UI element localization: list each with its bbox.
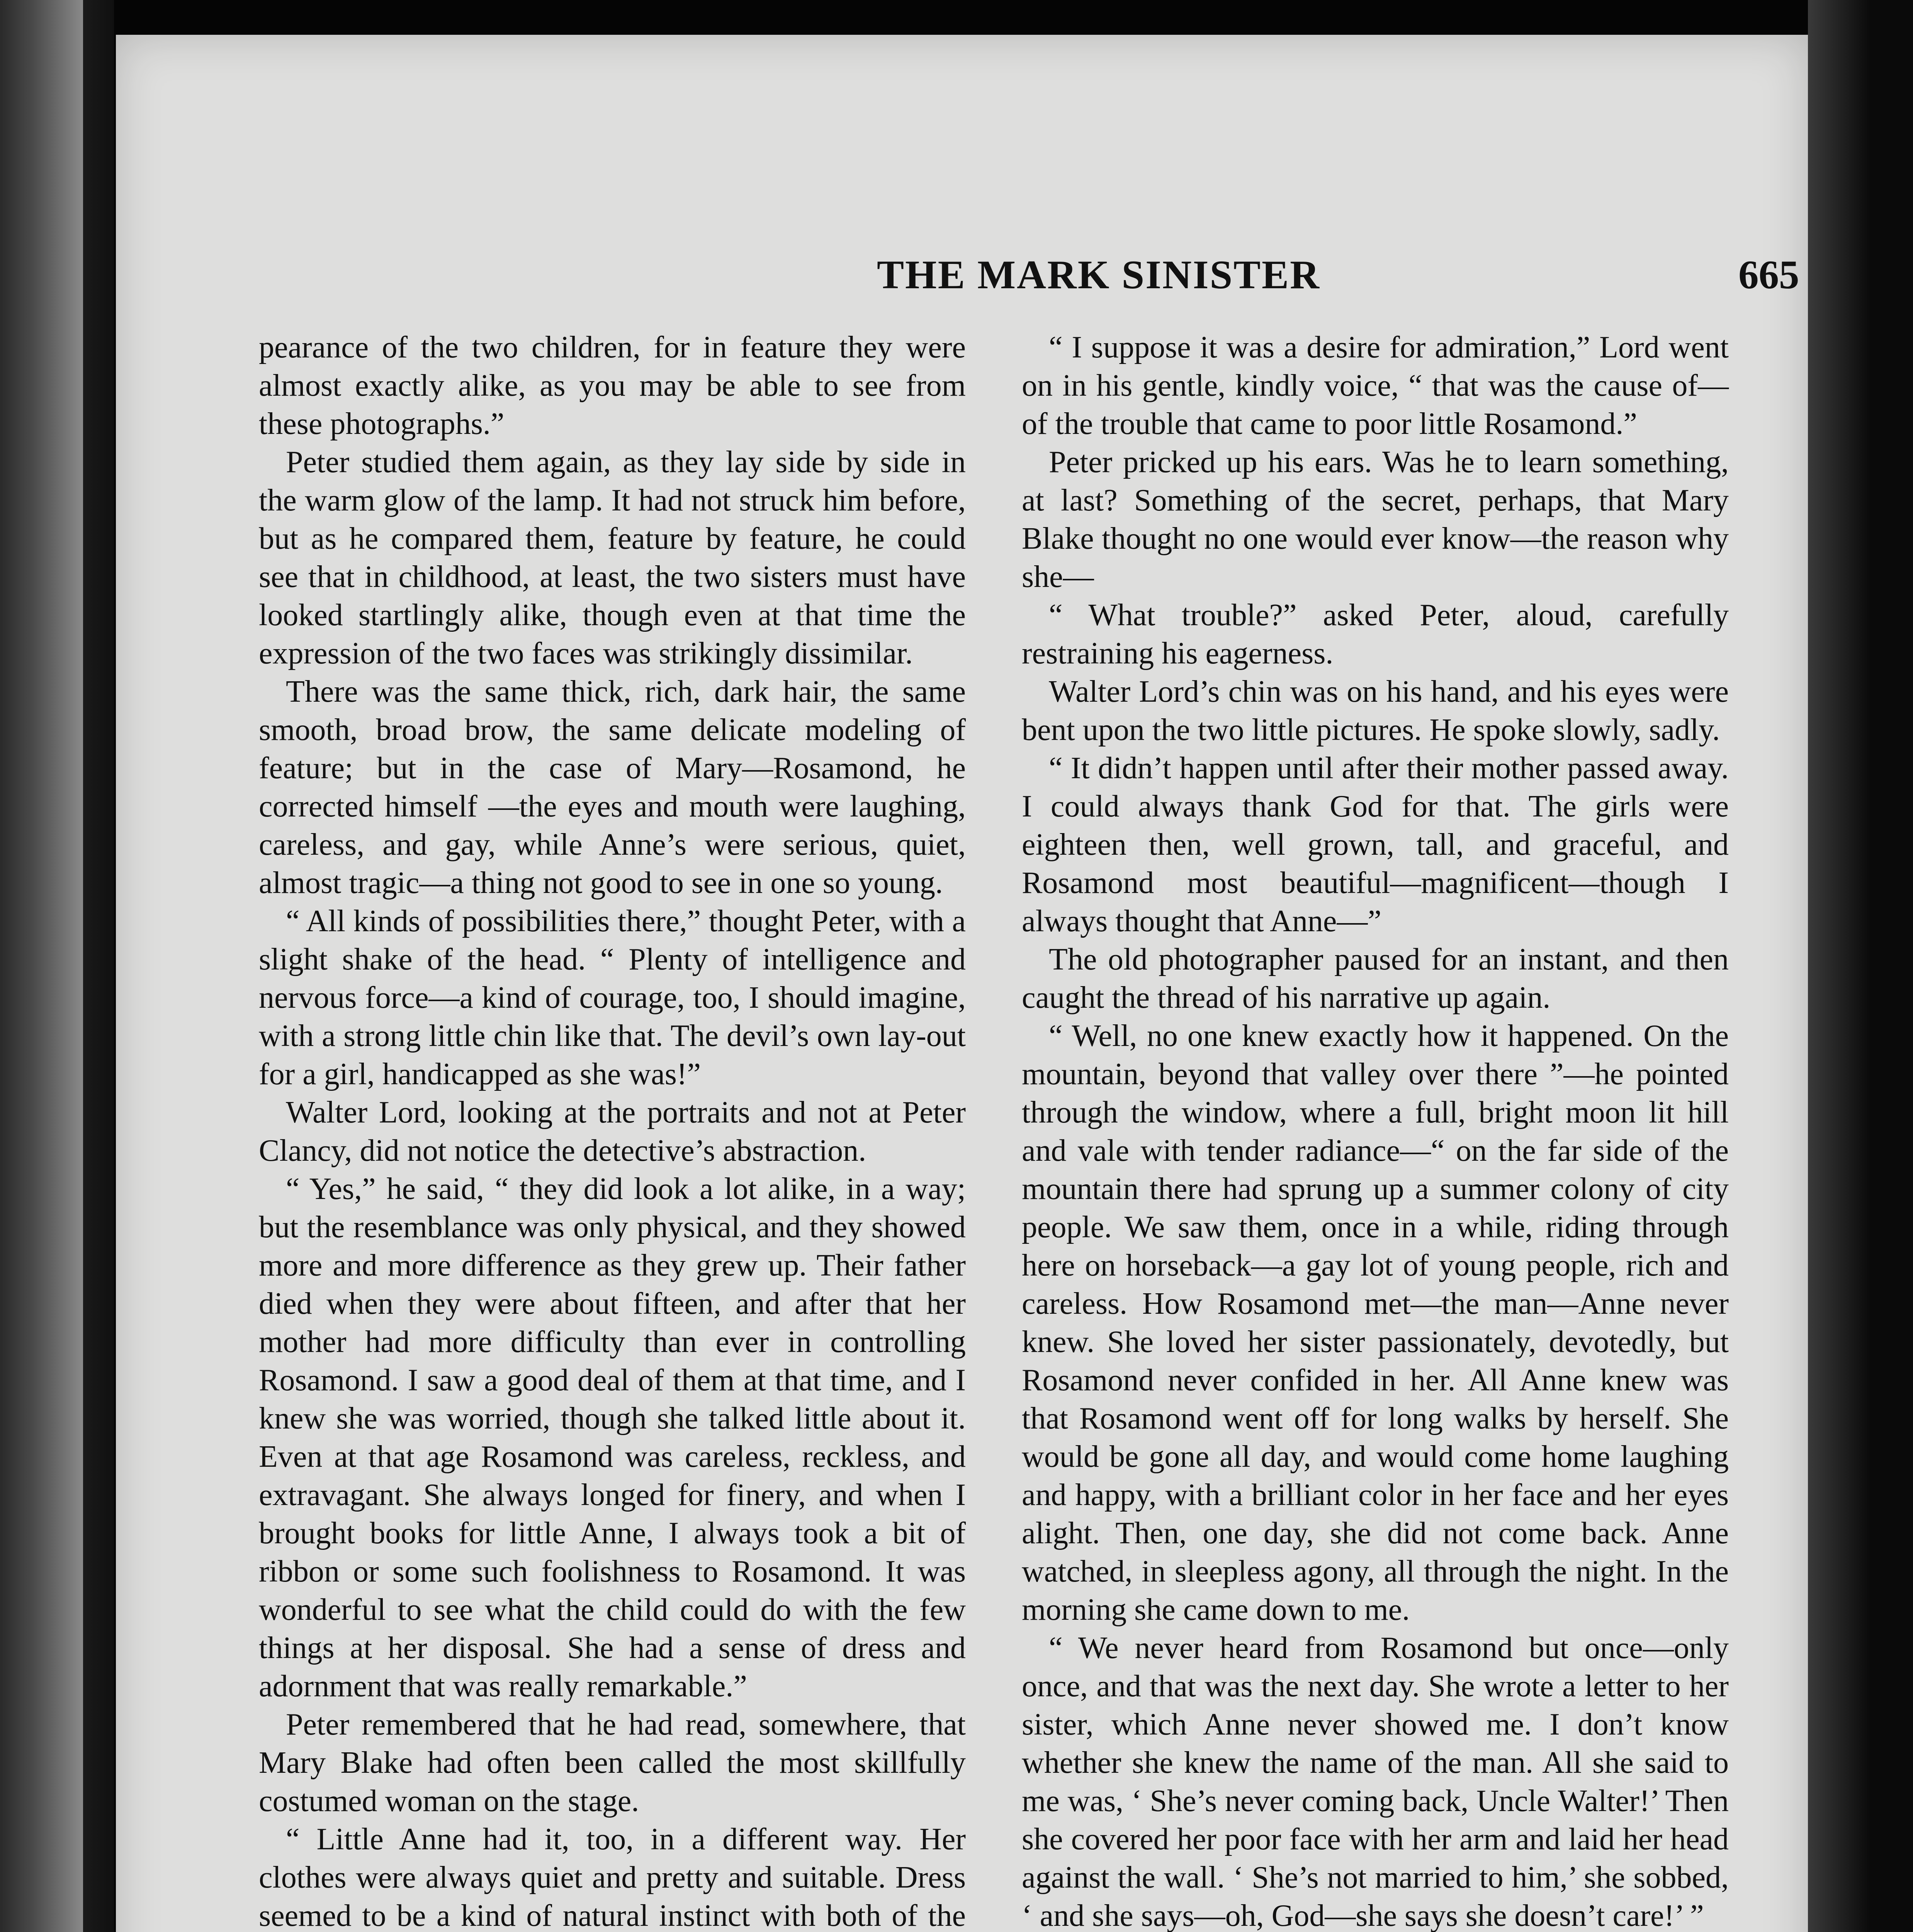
paragraph: “ Little Anne had it, too, in a different way. Her clothes were always quiet and pretty and suitable. Dress seemed to be a kind of natural instinct with both of the	[259, 1822, 966, 1932]
paragraph: Peter studied them again, as they lay side by side in the warm glow of the lamp. It had not struck him before, but as he compared them, feature by feature, he could see that in childhood, at least, the two sisters must have looked startlingly alike, though even at that time the expression of the two faces was strikingly dissimilar.	[259, 445, 966, 670]
book-gutter	[83, 0, 114, 1932]
paragraph: Peter remembered that he had read, somewhere, that Mary Blake had often been called the most skillfully costumed woman on the stage.	[259, 1708, 966, 1818]
paragraph: “ I suppose it was a desire for admiration,” Lord went on in his gentle, kindly voice, “ that was the cause of—of the trouble that came to poor little Rosamond.”	[1022, 330, 1729, 441]
paragraph: There was the same thick, rich, dark hair, the same smooth, broad brow, the same delicate modeling of feature; but in the case of Mary—Rosamond, he corrected himself —the eyes and mouth were laughing, careless, and gay, while Anne’s were serious, quiet, almost tragic—a thing not good to see in one so young.	[259, 675, 966, 900]
running-title: THE MARK SINISTER	[877, 252, 1320, 297]
paragraph: “ We never heard from Rosamond but once—only once, and that was the next day. She wrote a letter to her sister, which Anne never showed me. I don’t know whether she knew the name of the man. All she said to me was, ‘ She’s never coming back, Uncle Walter!’ Then she covered her poor face with her arm and laid her head against the wall. ‘ She’s not married to him,’ she sobbed, ‘ and she says—oh, God—she says she doesn’t care!’ ”	[1022, 1631, 1729, 1932]
paragraph: “ All kinds of possibilities there,” thought Peter, with a slight shake of the head. “ Plenty of intelligence and nervous force—a kind of courage, too, I should imagine, with a strong little chin like that. The devil’s own lay-out for a girl, handicapped as she was!”	[259, 904, 966, 1091]
paragraph: The old photographer paused for an instant, and then caught the thread of his narrative up again.	[1022, 942, 1729, 1015]
page-border-right	[1808, 0, 1913, 1932]
paragraph: Walter Lord, looking at the portraits and not at Peter Clancy, did not notice the detective’s abstraction.	[259, 1095, 966, 1168]
adjacent-page-edge	[0, 0, 83, 1932]
paragraph: Peter pricked up his ears. Was he to learn something, at last? Something of the secret, perhaps, that Mary Blake thought no one would ever know—the reason why she—	[1022, 445, 1729, 594]
page-header	[116, 251, 1808, 305]
text-column-right	[1022, 328, 1729, 1932]
page-number: 665	[1738, 252, 1799, 297]
paragraph: “ It didn’t happen until after their mother passed away. I could always thank God for that. The girls were eighteen then, well grown, tall, and graceful, and Rosamond most beautiful—magnificent—though I always thought that Anne—”	[1022, 751, 1729, 938]
book-page	[116, 35, 1808, 1932]
paragraph: “ Yes,” he said, “ they did look a lot alike, in a way; but the resemblance was only physical, and they showed more and more difference as they grew up. Their father died when they were about fifteen, and after that her mother had more difficulty than ever in controlling Rosamond. I saw a good deal of them at that time, and I knew she was worried, though she talked little about it. Even at that age Rosamond was careless, reckless, and extravagant. She always longed for finery, and when I brought books for little Anne, I always took a bit of ribbon or some such foolishness to Rosamond. It was wonderful to see what the child could do with the few things at her disposal. She had a sense of dress and adornment that was really remarkable.”	[259, 1172, 966, 1703]
paragraph: pearance of the two children, for in feature they were almost exactly alike, as you may be able to see from these photographs.”	[259, 330, 966, 441]
paragraph: Walter Lord’s chin was on his hand, and his eyes were bent upon the two little pictures. He spoke slowly, sadly.	[1022, 675, 1729, 747]
paragraph: “ What trouble?” asked Peter, aloud, carefully restraining his eagerness.	[1022, 598, 1729, 670]
paragraph: “ Well, no one knew exactly how it happened. On the mountain, beyond that valley over there ”—he pointed through the window, where a full, bright moon lit hill and vale with tender radiance—“ on the far side of the mountain there had sprung up a summer colony of city people. We saw them, once in a while, riding through here on horseback—a gay lot of young people, rich and careless. How Rosamond met—the man—Anne never knew. She loved her sister passionately, devotedly, but Rosamond never confided in her. All Anne knew was that Rosamond went off for long walks by herself. She would be gone all day, and would come home laughing and happy, with a brilliant color in her face and her eyes alight. Then, one day, she did not come back. Anne watched, in sleepless agony, all through the night. In the morning she came down to me.	[1022, 1019, 1729, 1627]
text-column-left	[259, 328, 966, 1932]
